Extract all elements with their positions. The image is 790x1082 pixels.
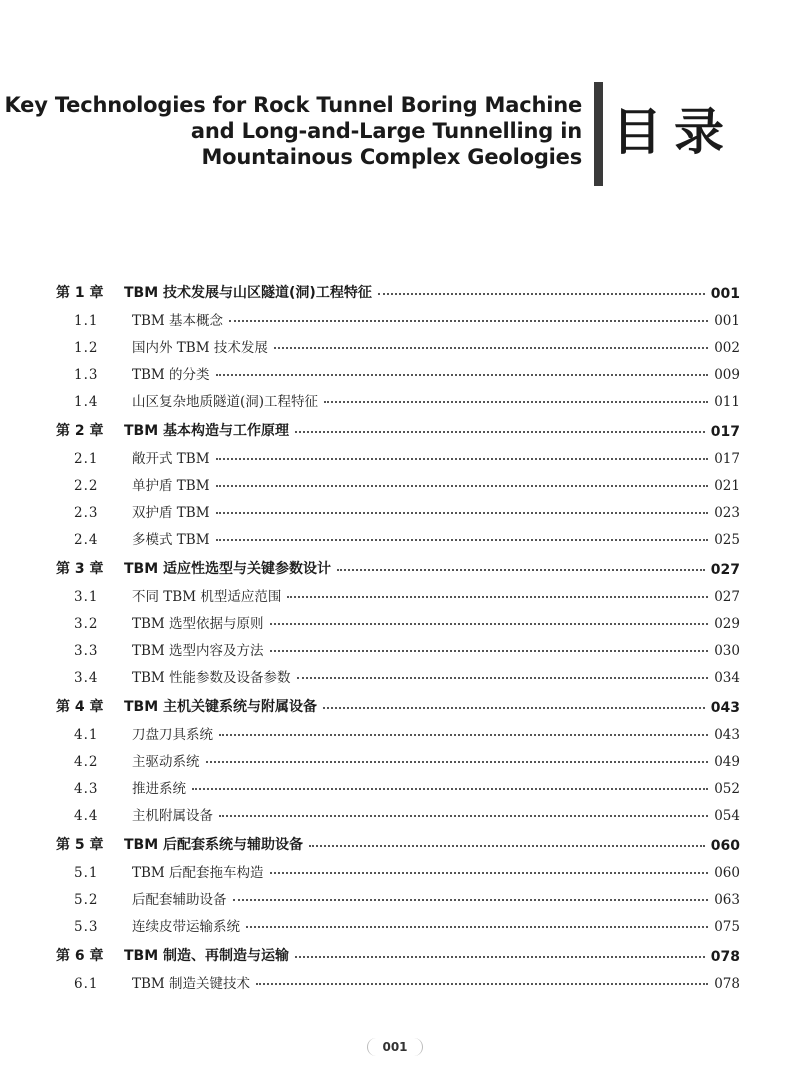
toc-section-entry[interactable]: [56, 854, 740, 881]
toc-entry-number: 3.1: [74, 589, 99, 605]
dot-leader: [216, 457, 709, 460]
toc-entry-title: 敞开式 TBM: [132, 451, 210, 467]
toc-entry-title: 后配套辅助设备: [132, 892, 227, 908]
toc-entry-page: 027: [714, 589, 740, 605]
toc-section-entry[interactable]: [56, 797, 740, 824]
toc-entry-page: 025: [714, 532, 740, 548]
toc-section-entry[interactable]: [56, 632, 740, 659]
english-book-title: [4, 92, 582, 170]
page-header: [0, 82, 790, 186]
toc-entry-title: 主机附属设备: [132, 808, 213, 824]
toc-section-entry[interactable]: [56, 521, 740, 548]
toc-entry-page: 001: [710, 286, 740, 302]
dot-leader: [287, 595, 708, 598]
toc-entry-title: 推进系统: [132, 781, 186, 797]
dot-leader: [192, 787, 708, 790]
dot-leader: [216, 511, 709, 514]
english-title-line: and Long-and-Large Tunnelling in: [190, 119, 582, 143]
dot-leader: [378, 292, 705, 295]
toc-section-entry[interactable]: [56, 356, 740, 383]
toc-section-entry[interactable]: [56, 881, 740, 908]
toc-entry-page: 063: [714, 892, 740, 908]
toc-entry-page: 011: [714, 394, 740, 410]
toc-entry-number: 5.1: [74, 865, 99, 881]
toc-entry-title: TBM 后配套拖车构造: [132, 865, 264, 881]
dot-leader: [216, 484, 709, 487]
toc-section-entry[interactable]: [56, 494, 740, 521]
toc-section-entry[interactable]: [56, 578, 740, 605]
toc-entry-title: TBM 基本概念: [132, 313, 224, 329]
toc-entry-number: 3.4: [74, 670, 99, 686]
toc-entry-page: 034: [714, 670, 740, 686]
dot-leader: [270, 622, 709, 625]
dot-leader: [337, 568, 705, 571]
toc-entry-number: 4.2: [74, 754, 99, 770]
toc-entry-title: 主驱动系统: [132, 754, 200, 770]
dot-leader: [256, 982, 708, 985]
toc-entry-number: 4.4: [74, 808, 99, 824]
toc-entry-title: 不同 TBM 机型适应范围: [132, 589, 282, 605]
toc-entry-page: 049: [714, 754, 740, 770]
toc-entry-number: 5.2: [74, 892, 99, 908]
toc-entry-number: 第 5 章: [56, 837, 104, 853]
dot-leader: [216, 373, 709, 376]
toc-section-entry[interactable]: [56, 440, 740, 467]
toc-entry-title: TBM 选型内容及方法: [132, 643, 264, 659]
toc-section-entry[interactable]: [56, 716, 740, 743]
toc-section-entry[interactable]: [56, 770, 740, 797]
toc-section-entry[interactable]: [56, 383, 740, 410]
toc-section-entry[interactable]: [56, 329, 740, 356]
toc-entry-number: 第 1 章: [56, 285, 104, 301]
toc-entry-page: 021: [714, 478, 740, 494]
toc-entry-title: TBM 基本构造与工作原理: [124, 423, 290, 439]
toc-entry-title: 国内外 TBM 技术发展: [132, 340, 268, 356]
dot-leader: [295, 430, 705, 433]
dot-leader: [295, 955, 705, 958]
dot-leader: [229, 319, 708, 322]
toc-section-entry[interactable]: [56, 467, 740, 494]
toc-entry-page: 054: [714, 808, 740, 824]
dot-leader: [274, 346, 708, 349]
toc-entry-title: 双护盾 TBM: [132, 505, 210, 521]
toc-entry-title: 多模式 TBM: [132, 532, 210, 548]
toc-entry-number: 4.3: [74, 781, 99, 797]
toc-entry-title: TBM 选型依据与原则: [132, 616, 264, 632]
toc-entry-page: 023: [714, 505, 740, 521]
toc-entry-page: 030: [714, 643, 740, 659]
dot-leader: [246, 925, 708, 928]
toc-entry-title: TBM 性能参数及设备参数: [132, 670, 291, 686]
toc-entry-page: 078: [714, 976, 740, 992]
toc-entry-number: 第 2 章: [56, 423, 104, 439]
toc-entry-title: 单护盾 TBM: [132, 478, 210, 494]
toc-section-entry[interactable]: [56, 743, 740, 770]
toc-entry-number: 2.1: [74, 451, 99, 467]
dot-leader: [270, 649, 709, 652]
toc-entry-title: TBM 制造、再制造与运输: [124, 948, 290, 964]
toc-entry-page: 027: [710, 562, 740, 578]
dot-leader: [323, 706, 705, 709]
toc-entry-number: 6.1: [74, 976, 99, 992]
toc-entry-number: 1.3: [74, 367, 99, 383]
page-footer: [0, 1038, 790, 1056]
english-title-line: Key Technologies for Rock Tunnel Boring Machine: [4, 93, 582, 117]
toc-section-entry[interactable]: [56, 302, 740, 329]
english-title-line: Mountainous Complex Geologies: [201, 145, 582, 169]
toc-entry-page: 017: [710, 424, 740, 440]
toc-entry-page: 029: [714, 616, 740, 632]
dot-leader: [216, 538, 709, 541]
toc-chapter-entry[interactable]: [56, 410, 740, 440]
table-of-contents: [56, 272, 740, 992]
toc-entry-number: 2.4: [74, 532, 99, 548]
toc-entry-number: 3.2: [74, 616, 99, 632]
toc-entry-number: 1.4: [74, 394, 99, 410]
toc-entry-page: 001: [714, 313, 740, 329]
toc-entry-title: 连续皮带运输系统: [132, 919, 240, 935]
toc-entry-number: 3.3: [74, 643, 99, 659]
dot-leader: [297, 676, 709, 679]
toc-section-entry[interactable]: [56, 605, 740, 632]
toc-chapter-entry[interactable]: [56, 272, 740, 302]
dot-leader: [324, 400, 708, 403]
toc-entry-number: 4.1: [74, 727, 99, 743]
toc-entry-number: 2.2: [74, 478, 99, 494]
toc-entry-number: 第 4 章: [56, 699, 104, 715]
dot-leader: [219, 733, 708, 736]
toc-entry-title: TBM 主机关键系统与附属设备: [124, 699, 318, 715]
toc-entry-page: 043: [714, 727, 740, 743]
toc-chapter-entry[interactable]: [56, 824, 740, 854]
toc-entry-title: TBM 后配套系统与辅助设备: [124, 837, 304, 853]
toc-entry-title: 山区复杂地质隧道(洞)工程特征: [132, 394, 319, 410]
toc-entry-title: TBM 技术发展与山区隧道(洞)工程特征: [124, 285, 372, 301]
toc-entry-number: 第 3 章: [56, 561, 104, 577]
toc-entry-page: 075: [714, 919, 740, 935]
toc-entry-page: 052: [714, 781, 740, 797]
toc-entry-title: TBM 的分类: [132, 367, 210, 383]
page-number: 001: [367, 1038, 422, 1056]
toc-entry-page: 043: [710, 700, 740, 716]
contents-heading: 目录: [612, 103, 736, 161]
toc-section-entry[interactable]: [56, 908, 740, 935]
toc-entry-number: 1.2: [74, 340, 99, 356]
toc-section-entry[interactable]: [56, 965, 740, 992]
toc-entry-page: 060: [710, 838, 740, 854]
toc-chapter-entry[interactable]: [56, 548, 740, 578]
dot-leader: [270, 871, 709, 874]
toc-entry-number: 5.3: [74, 919, 99, 935]
toc-entry-number: 1.1: [74, 313, 99, 329]
toc-entry-page: 009: [714, 367, 740, 383]
toc-entry-page: 060: [714, 865, 740, 881]
dot-leader: [206, 760, 709, 763]
toc-entry-title: 刀盘刀具系统: [132, 727, 213, 743]
toc-entry-number: 2.3: [74, 505, 99, 521]
toc-entry-page: 078: [710, 949, 740, 965]
dot-leader: [309, 844, 705, 847]
title-divider-bar: [594, 82, 603, 186]
dot-leader: [219, 814, 708, 817]
toc-chapter-entry[interactable]: [56, 686, 740, 716]
dot-leader: [233, 898, 709, 901]
toc-entry-title: TBM 制造关键技术: [132, 976, 251, 992]
toc-section-entry[interactable]: [56, 659, 740, 686]
toc-entry-page: 002: [714, 340, 740, 356]
toc-entry-number: 第 6 章: [56, 948, 104, 964]
toc-chapter-entry[interactable]: [56, 935, 740, 965]
toc-entry-title: TBM 适应性选型与关键参数设计: [124, 561, 332, 577]
toc-entry-page: 017: [714, 451, 740, 467]
